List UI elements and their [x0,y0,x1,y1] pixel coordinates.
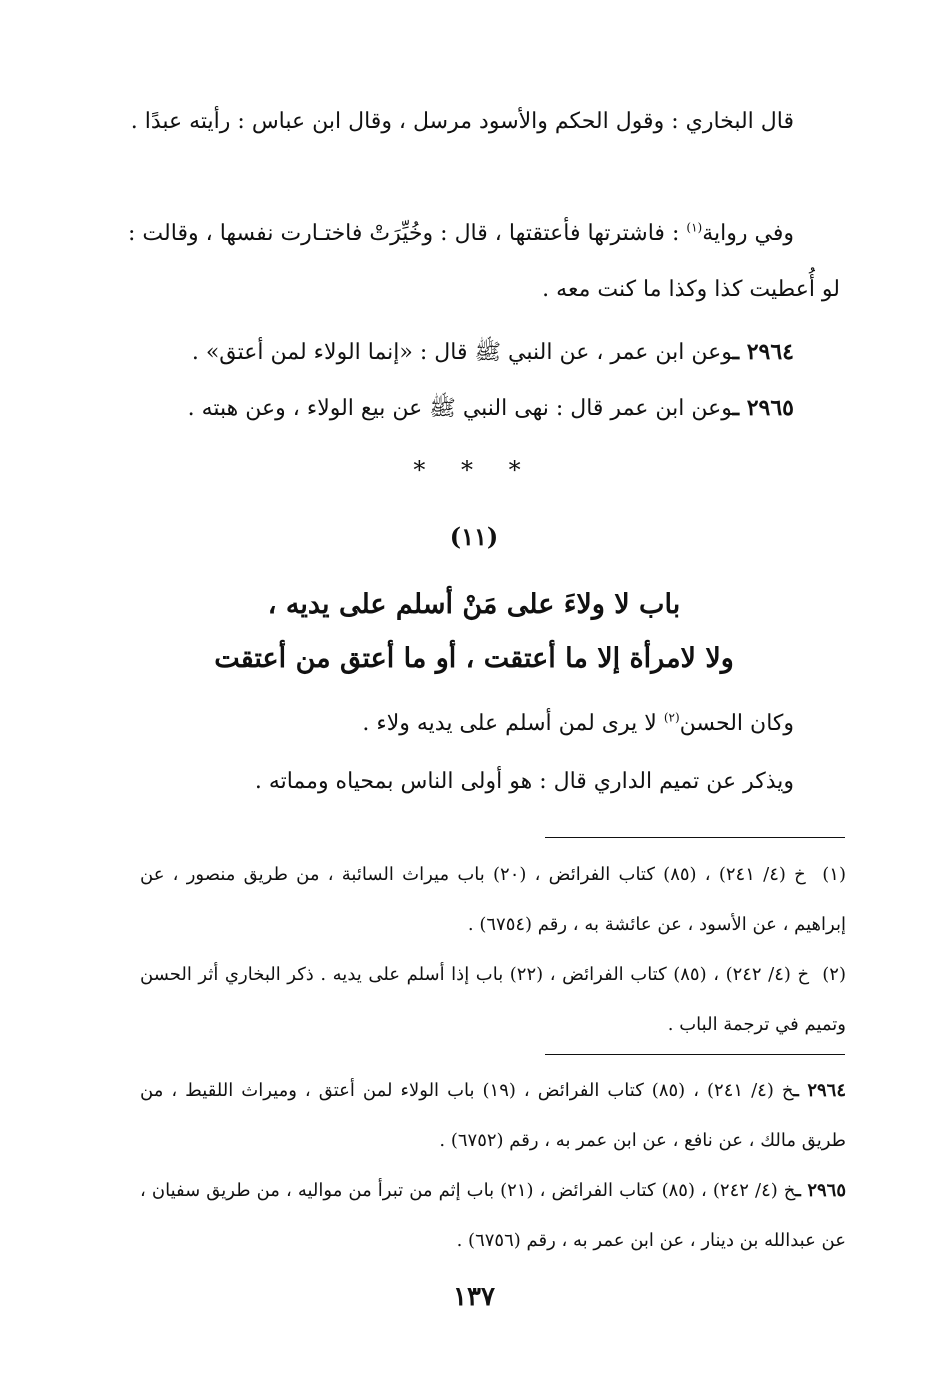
hadith-number-2964: ٢٩٦٤ ـ [732,339,794,365]
narration-lead: وفي رواية [702,221,795,246]
reference-2965 [140,1166,846,1266]
section-separator: * * * [413,456,535,484]
footnote-ref-1: (١) [686,220,703,235]
footnote-marker-1: (١) [822,864,846,885]
footnote-rule [545,837,845,838]
chapter-number: (١١) [449,522,499,551]
paragraph-other-narration [128,206,840,318]
hadith-2964 [128,324,840,381]
footnote-text-1: خ (٤/ ٢٤١) ، (٨٥) كتاب الفرائض ، (٢٠) باب ميراث السائبة ، من طريق منصور ، عن إبراهيم ، عن الأسود ، عن عائشة به ، رقم (٦٧٥٤) . [140,864,846,935]
hadith-number-2965: ٢٩٦٥ ـ [732,395,794,421]
footnote-1 [140,850,846,950]
narration-text: : فاشترتها فأعتقتها ، قال : وخُيِّرَتْ فاختـارت نفسها ، وقالت : لو أُعطيت كذا وكذا ما كنت معه . [128,221,840,302]
paragraph-hasan [128,696,840,752]
footnote-2 [140,950,846,1050]
hadith-text-2965: وعن ابن عمر قال : نهى النبي ﷺ عن بيع الولاء ، وعن هبته . [187,396,733,421]
reference-number-2965: ٢٩٦٥ ـ [795,1180,846,1201]
reference-number-2964: ٢٩٦٤ ـ [793,1080,846,1101]
hadith-2965 [128,380,840,437]
footnote-text-2: خ (٤/ ٢٤٢) ، (٨٥) كتاب الفرائض ، (٢٢) باب إذا أسلم على يديه . ذكر البخاري أثر الحسن وتميم في ترجمة الباب . [140,964,846,1035]
reference-text-2964: خ (٤/ ٢٤١) ، (٨٥) كتاب الفرائض ، (١٩) باب الولاء لمن أعتق ، وميراث اللقيط ، من طريق مالك ، عن نافع ، عن ابن عمر به ، رقم (٦٧٥٢) . [140,1080,846,1151]
reference-text-2965: خ (٤/ ٢٤٢) ، (٨٥) كتاب الفرائض ، (٢١) باب إثم من تبرأ من مواليه ، من طريق سفيان ، عن عبدالله بن دينار ، عن ابن عمر به ، رقم (٦٧٥٦) . [140,1180,846,1251]
chapter-title-line-2: ولا لامرأة إلا ما أعتقت ، أو ما أعتق من أعتقت [214,643,734,674]
footnote-marker-2: (٢) [822,964,846,985]
references-rule [545,1054,845,1055]
reference-2964 [140,1066,846,1166]
page-number: ١٣٧ [453,1282,495,1312]
hadith-text-2964: وعن ابن عمر ، عن النبي ﷺ قال : «إنما الولاء لمن أعتق» . [191,340,733,365]
hasan-lead: وكان الحسن [679,711,794,736]
chapter-title-line-1: باب لا ولاءَ على مَنْ أسلم على يديه ، [267,589,681,620]
paragraph-bukhari-comment: قال البخاري : وقول الحكم والأسود مرسل ، وقال ابن عباس : رأيته عبدًا . [130,109,794,134]
paragraph-tamim: ويذكر عن تميم الداري قال : هو أولى الناس بمحياه ومماته . [254,769,794,794]
footnote-ref-2: (٢) [663,710,680,725]
hasan-text: لا يرى لمن أسلم على يديه ولاء . [362,711,657,736]
